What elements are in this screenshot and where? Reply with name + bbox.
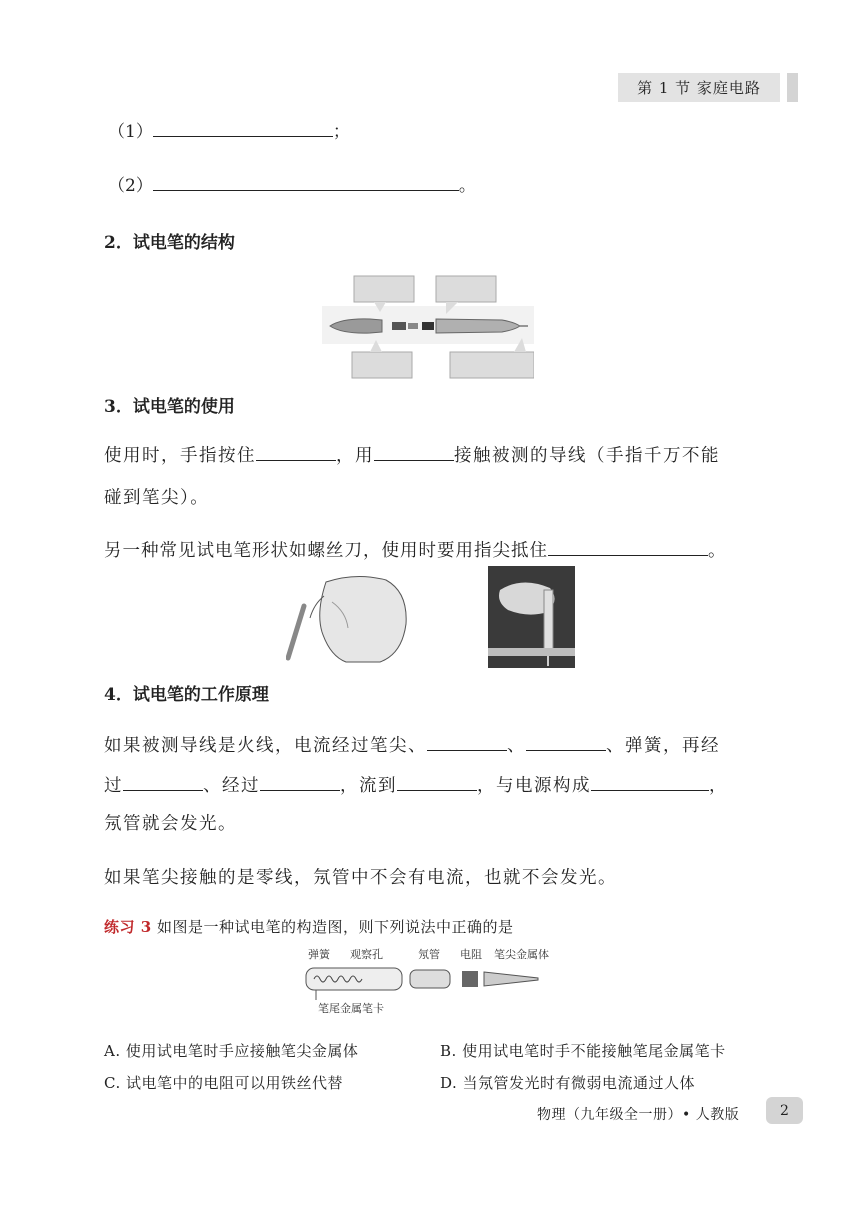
- test-pen-cross-section: [298, 942, 558, 1018]
- question-2-end: 。: [458, 176, 476, 196]
- text: 、弹簧，再经: [606, 736, 720, 756]
- section-4-paragraph-1-end: 氖管就会发光。: [104, 814, 237, 834]
- test-pen-structure-illustration: [322, 272, 534, 380]
- book-title: 物理（九年级全一册）• 人教版: [537, 1107, 740, 1123]
- section-title: 第 1 节 家庭电路: [637, 79, 761, 97]
- answer-blank: [526, 732, 606, 751]
- question-2: [108, 172, 476, 198]
- option-text: 使用试电笔时手应接触笔尖金属体: [125, 1042, 359, 1060]
- answer-blank: [374, 442, 454, 461]
- option-letter: A.: [104, 1042, 121, 1060]
- answer-blank: [427, 732, 507, 751]
- answer-blank: [260, 772, 340, 791]
- text: ，: [709, 776, 728, 796]
- option-text: 使用试电笔时手不能接触笔尾金属笔卡: [462, 1042, 726, 1060]
- text: ，与电源构成: [477, 776, 591, 796]
- answer-blank: [591, 772, 709, 791]
- exercise-label: 练习 3: [104, 918, 152, 936]
- text: 使用时，手指按住: [104, 446, 256, 466]
- section-3-paragraph-2: [104, 537, 727, 562]
- test-pen-diagram: [298, 942, 558, 1018]
- option-letter: C.: [104, 1074, 121, 1092]
- label-spring: 弹簧: [308, 949, 330, 961]
- section-2-title: 2．试电笔的结构: [104, 233, 235, 253]
- screwdriver-pen-illustration: [488, 566, 575, 668]
- section-3-paragraph-1: [104, 442, 720, 467]
- label-window: 观察孔: [350, 949, 383, 961]
- answer-blank: [548, 537, 708, 556]
- label-neon: 氖管: [418, 949, 440, 961]
- label-clip: 笔尾金属笔卡: [318, 1003, 384, 1015]
- question-1-end: ；: [332, 122, 350, 142]
- exercise-question: 如图是一种试电笔的构造图，则下列说法中正确的是: [156, 918, 514, 936]
- text: 。: [708, 541, 727, 561]
- answer-blank: [123, 772, 203, 791]
- label-tip: 笔尖金属体: [494, 949, 549, 961]
- option-text: 当氖管发光时有微弱电流通过人体: [462, 1074, 696, 1092]
- page-number: 2: [766, 1097, 803, 1124]
- text: ，用: [336, 446, 374, 466]
- section-3-title: 3．试电笔的使用: [104, 397, 235, 417]
- header-tab-bar: [787, 73, 798, 102]
- text: 另一种常见试电笔形状如螺丝刀，使用时要用指尖抵住: [104, 541, 548, 561]
- question-2-number: （2）: [108, 176, 153, 196]
- option-c[interactable]: [104, 1072, 343, 1093]
- photo-hand-holding-pen: [286, 572, 410, 664]
- answer-blank-1: [153, 118, 333, 137]
- hand-holding-pen-illustration: [286, 572, 410, 664]
- question-1-number: （1）: [108, 122, 153, 142]
- option-a[interactable]: [104, 1040, 358, 1061]
- option-b[interactable]: [440, 1040, 726, 1061]
- option-letter: D.: [440, 1074, 458, 1092]
- text: 、: [507, 736, 526, 756]
- option-letter: B.: [440, 1042, 457, 1060]
- section-3-paragraph-1-cont: 碰到笔尖）。: [104, 488, 210, 508]
- exercise-3: [104, 916, 513, 937]
- section-4-paragraph-2: 如果笔尖接触的是零线，氖管中不会有电流，也就不会发光。: [104, 868, 617, 888]
- section-header: [618, 73, 780, 102]
- text: 、经过: [203, 776, 260, 796]
- answer-blank: [256, 442, 336, 461]
- section-4-title: 4．试电笔的工作原理: [104, 685, 269, 705]
- section-4-paragraph-1: [104, 732, 720, 757]
- text: 接触被测的导线（手指千万不能: [454, 446, 720, 466]
- photo-screwdriver-pen: [488, 566, 575, 668]
- text: 过: [104, 776, 123, 796]
- label-resistor: 电阻: [460, 949, 482, 961]
- answer-blank-2: [153, 172, 459, 191]
- section-4-paragraph-1-cont: [104, 772, 728, 797]
- test-pen-structure-figure: [322, 272, 534, 380]
- option-text: 试电笔中的电阻可以用铁丝代替: [126, 1074, 344, 1092]
- text: 如果被测导线是火线，电流经过笔尖、: [104, 736, 427, 756]
- question-1: [108, 118, 350, 144]
- option-d[interactable]: [440, 1072, 695, 1093]
- text: ，流到: [340, 776, 397, 796]
- answer-blank: [397, 772, 477, 791]
